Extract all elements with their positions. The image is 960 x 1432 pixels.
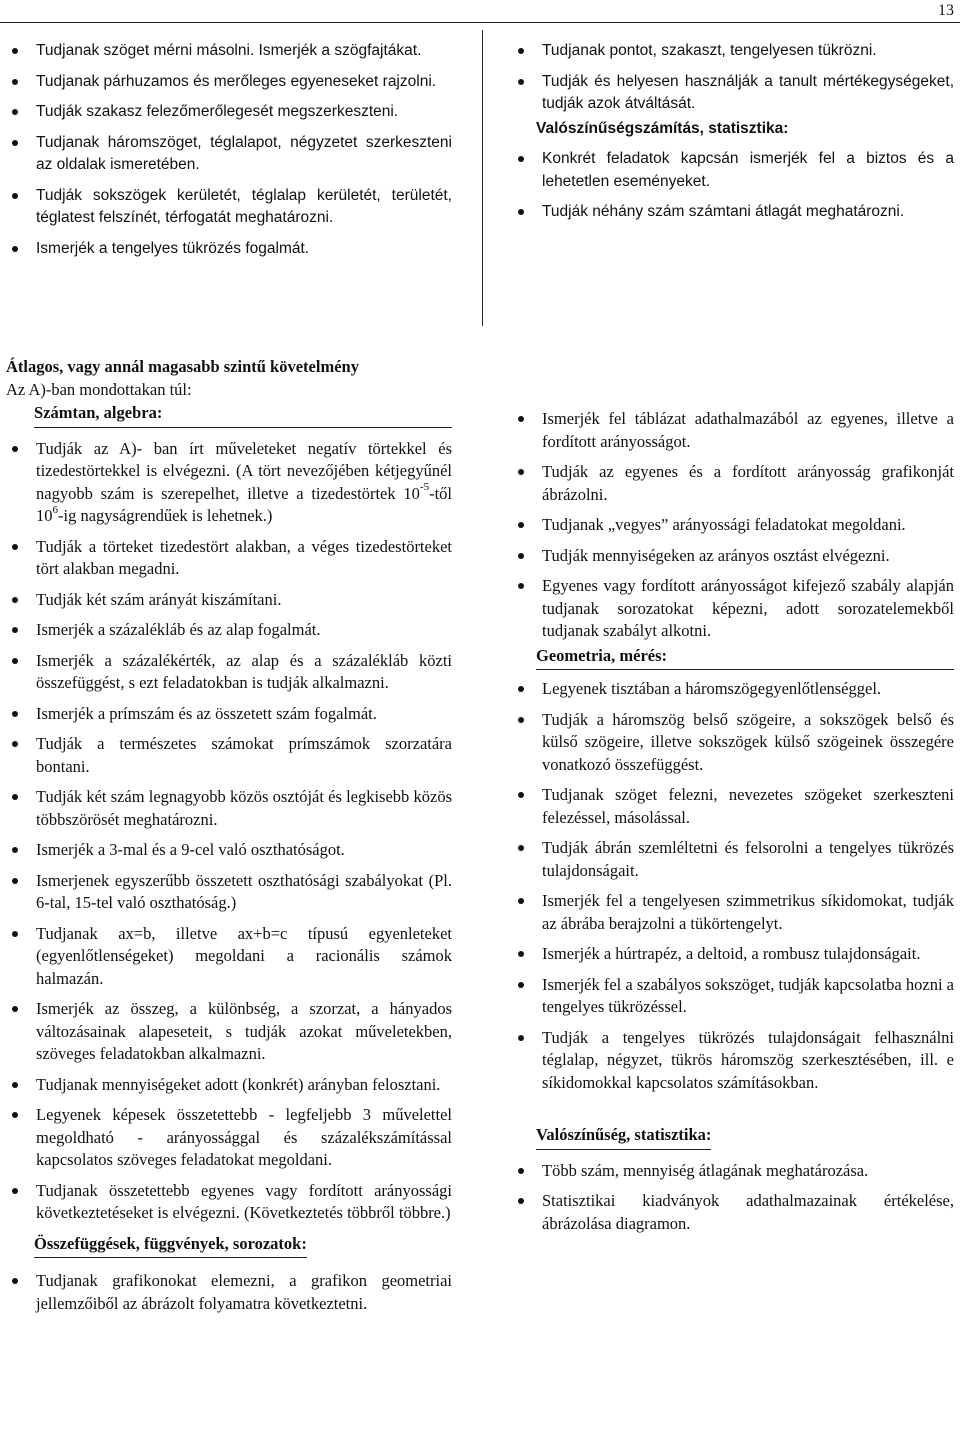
list-item: Tudják sokszögek kerületét, téglalap kerületét, területét, téglatest felszínét, térfogatát meghatározni. (6, 185, 452, 230)
list-item: Tudjanak „vegyes” arányossági feladatokat megoldani. (512, 514, 954, 537)
list-item: Ismerjék a 3-mal és a 9-cel való oszthatóságot. (6, 839, 452, 862)
top-left-column (6, 40, 452, 268)
heading-geometry: Geometria, mérés: (536, 645, 954, 671)
list-item: Tudják ábrán szemléltetni és felsorolni a tengelyes tükrözés tulajdonságait. (512, 837, 954, 882)
top-right-column (512, 40, 954, 232)
list-item: Tudjanak grafikonokat elemezni, a grafikon geometriai jellemzőiből az ábrázolt folyamatra következtetni. (6, 1270, 452, 1315)
list-item: Ismerjenek egyszerűbb összetett oszthatósági szabályokat (Pl. 6-tal, 15-tel való oszthatóság.) (6, 870, 452, 915)
top-left-list (6, 40, 452, 260)
right-list-1 (512, 408, 954, 643)
list-item: Tudjanak háromszöget, téglalapot, négyzetet szerkeszteni az oldalak ismeretében. (6, 132, 452, 177)
heading-arithmetic-algebra: Számtan, algebra: (34, 402, 452, 428)
list-item: Ismerjék a tengelyes tükrözés fogalmát. (6, 238, 452, 261)
list-item: Tudják két szám legnagyobb közös osztóját és legkisebb közös többszörösét meghatározni. (6, 786, 452, 831)
list-item: Konkrét feladatok kapcsán ismerjék fel a biztos és a lehetetlen eseményeket. (512, 148, 954, 193)
list-item: Ismerjék fel táblázat adathalmazából az egyenes, illetve a fordított arányosságot. (512, 408, 954, 453)
header-rule (0, 22, 960, 23)
list-item: Legyenek képesek összetettebb - legfeljebb 3 művelettel megoldható - arányossággal és százalékszámítással kapcsolatos szöveges feladatokat megoldani. (6, 1104, 452, 1172)
list-item: Tudják a háromszög belső szögeire, a sokszögek belső és külső szögeire, illetve sokszögek külső szögeinek összegére vonatkozó összefüggést. (512, 709, 954, 777)
list-item: Tudjanak összetettebb egyenes vagy fordított arányossági következtetéseket is elvégezni. (Következtetés többről többre.) (6, 1180, 452, 1225)
list-item: Tudjanak párhuzamos és merőleges egyeneseket rajzolni. (6, 71, 452, 94)
list-item: Tudják a természetes számokat prímszámok szorzatára bontani. (6, 733, 452, 778)
right-list-geo (512, 678, 954, 1094)
list-item: Tudjanak szöget felezni, nevezetes szögeket szerkeszteni felezéssel, másolással. (512, 784, 954, 829)
left-main-column (6, 402, 452, 1323)
right-main-column (512, 408, 954, 1243)
list-item: Ismerjék a húrtrapéz, a deltoid, a rombusz tulajdonságait. (512, 943, 954, 966)
list-item: Tudják mennyiségeken az arányos osztást elvégezni. (512, 545, 954, 568)
list-item: Ismerjék az összeg, a különbség, a szorzat, a hányados változásainak alapeseteit, s tudják azokat műveletekben, szöveges feladatokban alkalmazni. (6, 998, 452, 1066)
column-divider (482, 30, 483, 326)
list-item: Tudják két szám arányát kiszámítani. (6, 589, 452, 612)
list-item: Tudják szakasz felezőmerőlegesét megszerkeszteni. (6, 101, 452, 124)
top-right-list-b (512, 148, 954, 224)
list-item: Tudják a tengelyes tükrözés tulajdonságait felhasználni téglalap, négyzet, tükrös háromszög szerkesztésében, ill. e síkidomokkal kapcsolatos számításokban. (512, 1027, 954, 1095)
list-item: Tudjanak pontot, szakaszt, tengelyesen tükrözni. (512, 40, 954, 63)
list-item: Ismerjék a százalékláb és az alap fogalmát. (6, 619, 452, 642)
top-right-list-a (512, 40, 954, 116)
list-item: Tudják az A)- ban írt műveleteket negatív törtekkel és tizedestörtekkel is elvégezni. (A tört nevezőjében kétjegyűnél nagyobb szám is szerepelhet, illetve a tizedestörtek $10^{-5}$-től $10^6-ig$ nagyságrendűek is lehetnek.) (6, 438, 452, 528)
main-intro: Az A)-ban mondottakan túl: (6, 379, 192, 399)
list-item: Tudják az egyenes és a fordított arányosság grafikonját ábrázolni. (512, 461, 954, 506)
list-item: Több szám, mennyiség átlagának meghatározása. (512, 1160, 954, 1183)
list-item: Ismerjék fel a szabályos sokszöget, tudják kapcsolatba hozni a tengelyes tükrözéssel. (512, 974, 954, 1019)
heading-functions-sequences: Összefüggések, függvények, sorozatok: (34, 1233, 307, 1259)
list-item: Tudják néhány szám számtani átlagát meghatározni. (512, 201, 954, 224)
list-item: Tudjanak szöget mérni másolni. Ismerjék a szögfajtákat. (6, 40, 452, 63)
right-list-stat (512, 1160, 954, 1236)
left-list (6, 438, 452, 1225)
section-heading-probability: Valószínűségszámítás, statisztika: (536, 119, 789, 137)
list-item: Tudják és helyesen használják a tanult mértékegységeket, tudják azok átváltását. (512, 71, 954, 116)
list-item: Ismerjék a prímszám és az összetett szám fogalmát. (6, 703, 452, 726)
list-item: Statisztikai kiadványok adathalmazainak értékelése, ábrázolása diagramon. (512, 1190, 954, 1235)
main-header (6, 356, 476, 401)
left-list-2 (6, 1270, 452, 1315)
list-item: Tudjanak mennyiségeket adott (konkrét) arányban felosztani. (6, 1074, 452, 1097)
list-item: Ismerjék a százalékérték, az alap és a százalékláb közti összefüggést, s ezt feladatokban is tudják alkalmazni. (6, 650, 452, 695)
list-item: Egyenes vagy fordított arányosságot kifejező szabály alapján tudjanak sorozatokat képezni, adott sorozatelemekből tudjanak szabályt alkotni. (512, 575, 954, 643)
main-heading: Átlagos, vagy annál magasabb szintű követelmény (6, 357, 359, 376)
list-item: Tudják a törteket tizedestört alakban, a véges tizedestörteket tört alakban megadni. (6, 536, 452, 581)
list-item: Legyenek tisztában a háromszögegyenlőtlenséggel. (512, 678, 954, 701)
list-item: Tudjanak ax=b, illetve ax+b=c típusú egyenleteket (egyenlőtlenségeket) megoldani a racionális számok halmazán. (6, 923, 452, 991)
page-number: 13 (938, 2, 954, 19)
heading-statistics: Valószínűség, statisztika: (536, 1124, 711, 1150)
list-item: Ismerjék fel a tengelyesen szimmetrikus síkidomokat, tudják az ábrába berajzolni a tükörtengelyt. (512, 890, 954, 935)
